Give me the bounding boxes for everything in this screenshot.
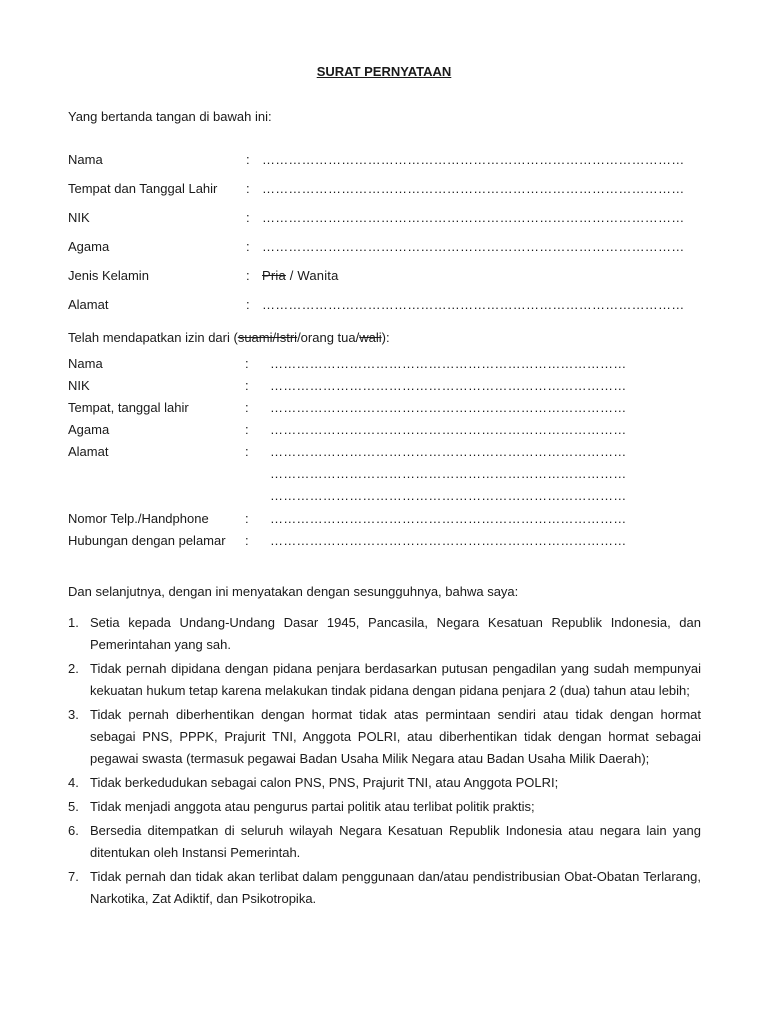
document-title: SURAT PERNYATAAN	[316, 64, 452, 79]
statement-number: 2.	[68, 661, 79, 676]
statement-item	[68, 704, 701, 770]
consent-line	[68, 330, 390, 345]
field-label: Agama	[68, 422, 110, 437]
statement-text: Tidak pernah dan tidak akan terlibat dalam penggunaan dan/atau pendistribusian Obat-Obatan Terlarang, Narkotika, Zat Adiktif, dan Psikotropika.	[90, 869, 701, 906]
field-blank: ………………………………………………………………………	[270, 400, 627, 415]
field-blank: ……………………………………………………………………………………	[262, 152, 685, 167]
field-colon: :	[246, 268, 250, 283]
field-blank: ………………………………………………………………………	[270, 533, 627, 548]
field-colon: :	[246, 152, 250, 167]
statement-number: 1.	[68, 615, 79, 630]
field-blank: ………………………………………………………………………	[270, 356, 627, 371]
field-colon: :	[245, 400, 249, 415]
statement-intro: Dan selanjutnya, dengan ini menyatakan dengan sesungguhnya, bahwa saya:	[68, 584, 519, 599]
field-blank: ……………………………………………………………………………………	[262, 239, 685, 254]
field-label: Nama	[68, 152, 103, 167]
field-label: NIK	[68, 378, 90, 393]
statement-number: 7.	[68, 869, 79, 884]
field-colon: :	[245, 511, 249, 526]
field-blank: ……………………………………………………………………………………	[262, 210, 685, 225]
field-blank: ……………………………………………………………………………………	[262, 181, 685, 196]
field-blank: ………………………………………………………………………	[270, 466, 627, 481]
field-colon: :	[246, 210, 250, 225]
field-colon: :	[245, 533, 249, 548]
statement-item	[68, 796, 701, 818]
field-label: Nama	[68, 356, 103, 371]
field-blank: ………………………………………………………………………	[270, 378, 627, 393]
field-colon: :	[245, 422, 249, 437]
field-colon: :	[245, 378, 249, 393]
statement-text: Tidak pernah diberhentikan dengan hormat tidak atas permintaan sendiri atau tidak dengan hormat sebagai PNS, PPPK, Prajurit TNI, Anggota POLRI, atau diberhentikan tidak dengan hormat sebagai pegawai swasta (termasuk pegawai Badan Usaha Milik Negara atau Badan Usaha Milik Daerah);	[90, 707, 701, 766]
field-label: Hubungan dengan pelamar	[68, 533, 226, 548]
statement-number: 4.	[68, 775, 79, 790]
statement-text: Tidak berkedudukan sebagai calon PNS, PNS, Prajurit TNI, atau Anggota POLRI;	[90, 775, 559, 790]
field-blank: ……………………………………………………………………………………	[262, 297, 685, 312]
field-blank: ………………………………………………………………………	[270, 422, 627, 437]
field-blank: ………………………………………………………………………	[270, 444, 627, 459]
consent-prefix: Telah mendapatkan izin dari (	[68, 330, 238, 345]
intro-text: Yang bertanda tangan di bawah ini:	[68, 109, 272, 124]
statement-text: Setia kepada Undang-Undang Dasar 1945, Pancasila, Negara Kesatuan Republik Indonesia, dan Pemerintahan yang sah.	[90, 615, 701, 652]
statement-number: 5.	[68, 799, 79, 814]
field-label: Tempat, tanggal lahir	[68, 400, 189, 415]
statement-item	[68, 658, 701, 702]
field-blank: ………………………………………………………………………	[270, 511, 627, 526]
consent-suffix: ):	[381, 330, 390, 345]
consent-middle: /orang tua/	[297, 330, 360, 345]
field-label: Agama	[68, 239, 110, 254]
statement-text: Bersedia ditempatkan di seluruh wilayah Negara Kesatuan Republik Indonesia atau negara lain yang ditentukan oleh Instansi Pemerintah.	[90, 823, 701, 860]
gender-struck-option: Pria	[262, 268, 286, 283]
statement-number: 3.	[68, 707, 79, 722]
statement-text: Tidak pernah dipidana dengan pidana penjara berdasarkan putusan pengadilan yang sudah mempunyai kekuatan hukum tetap karena melakukan tindak pidana dengan pidana penjara 2 (dua) tahun atau lebih;	[90, 661, 701, 698]
field-label: Tempat dan Tanggal Lahir	[68, 181, 218, 196]
statement-item	[68, 772, 701, 794]
field-colon: :	[246, 239, 250, 254]
field-colon: :	[246, 181, 250, 196]
consent-struck-spouse: suami/Istri	[237, 330, 298, 345]
statement-item	[68, 866, 701, 910]
field-label: NIK	[68, 210, 90, 225]
field-label: Nomor Telp./Handphone	[68, 511, 209, 526]
field-label: Alamat	[68, 297, 109, 312]
field-blank: ………………………………………………………………………	[270, 488, 627, 503]
field-colon: :	[245, 444, 249, 459]
field-colon: :	[246, 297, 250, 312]
field-label: Alamat	[68, 444, 109, 459]
statement-item	[68, 820, 701, 864]
gender-selected-option: / Wanita	[285, 268, 339, 283]
statement-text: Tidak menjadi anggota atau pengurus partai politik atau terlibat politik praktis;	[90, 799, 535, 814]
field-label: Jenis Kelamin	[68, 268, 149, 283]
gender-value	[262, 268, 339, 283]
statement-list	[68, 612, 701, 912]
statement-number: 6.	[68, 823, 79, 838]
statement-item	[68, 612, 701, 656]
consent-struck-guardian: wali	[359, 330, 382, 345]
field-colon: :	[245, 356, 249, 371]
